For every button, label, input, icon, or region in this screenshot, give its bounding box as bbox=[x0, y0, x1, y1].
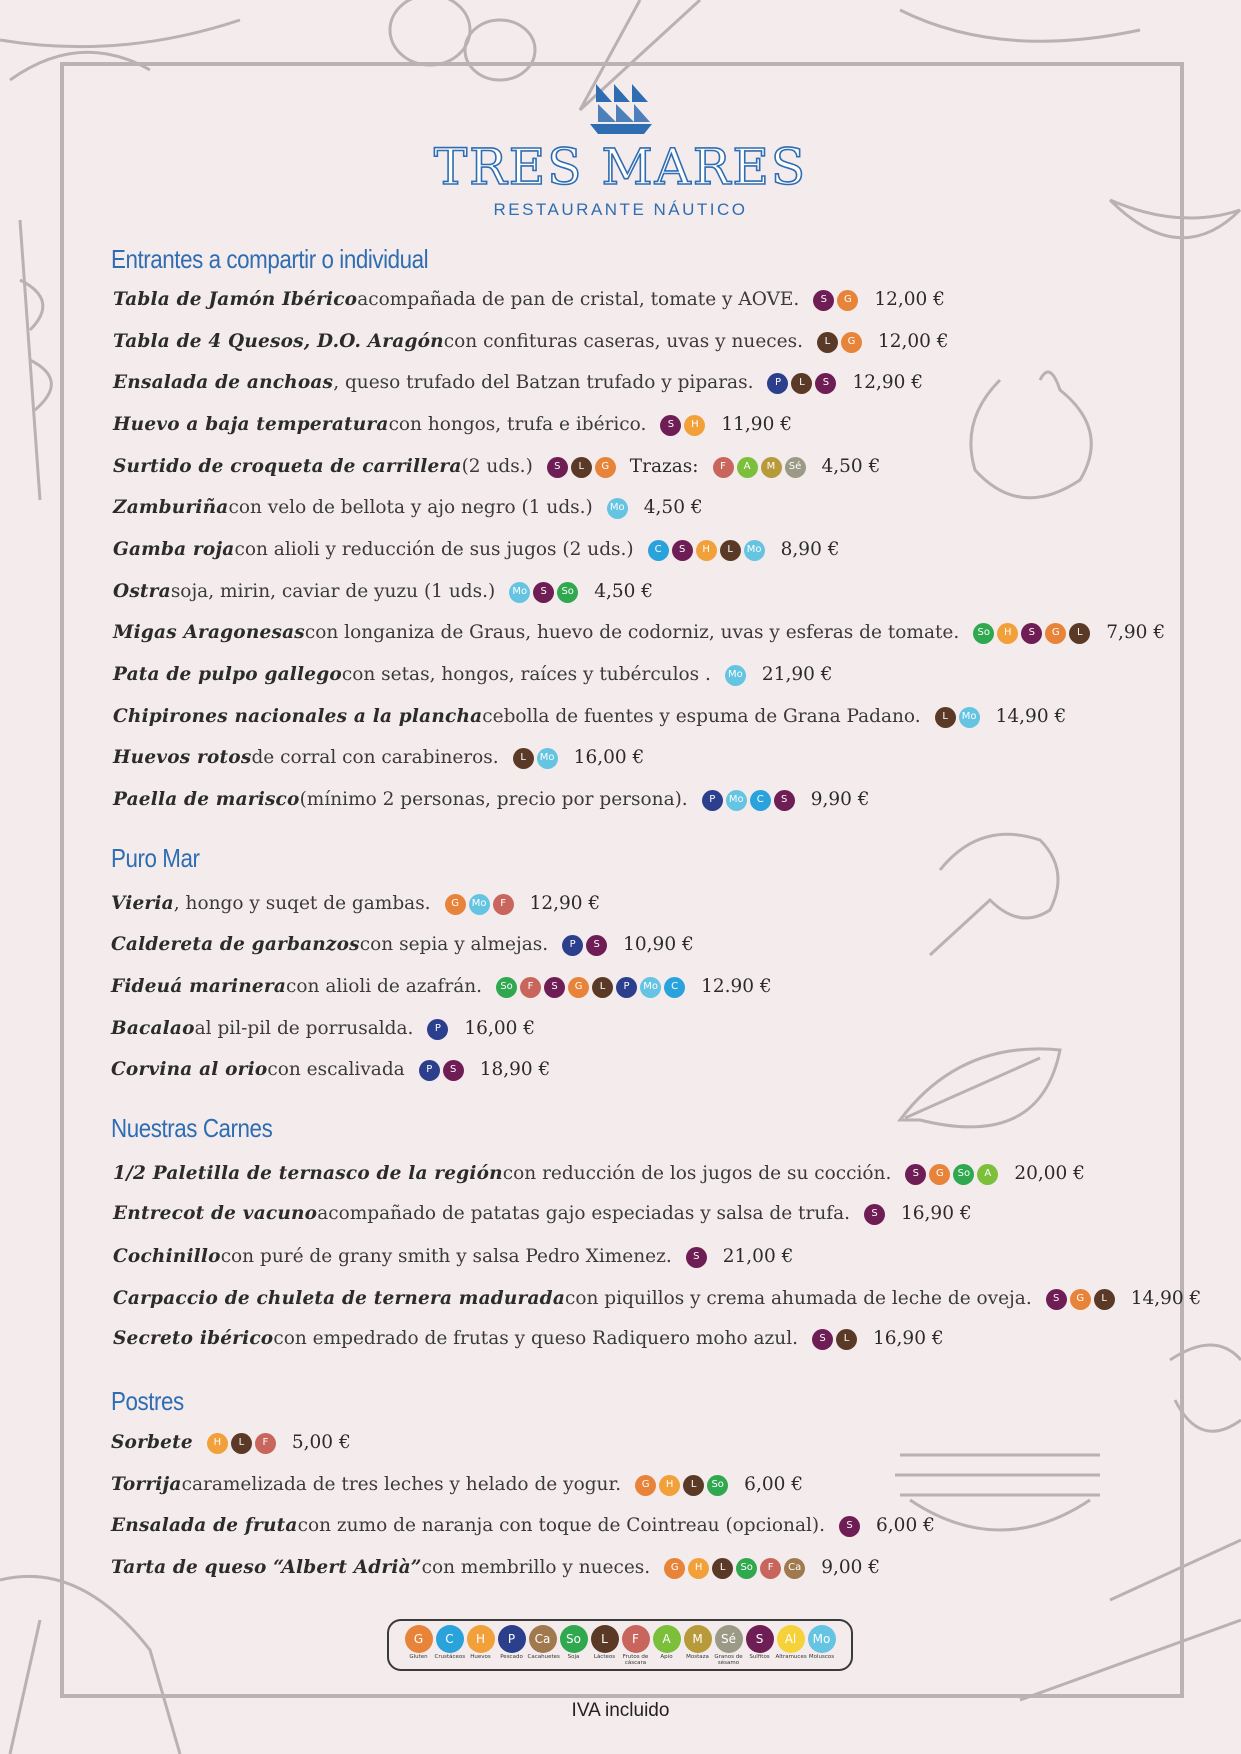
sulfitos-icon: S bbox=[905, 1164, 926, 1185]
dish-price: 12.90 € bbox=[701, 976, 772, 997]
section-title-puro-mar: Puro Mar bbox=[111, 843, 200, 873]
dish-price: 21,00 € bbox=[722, 1246, 794, 1267]
trazas-label: Trazas: bbox=[629, 456, 699, 477]
dish-description: , queso trufado del Batzan trufado y piparas. bbox=[333, 372, 754, 393]
dish-name: Chipirones nacionales a la plancha bbox=[113, 706, 483, 727]
lacteos-icon: L bbox=[817, 332, 838, 353]
dish-description: con sepia y almejas. bbox=[359, 934, 549, 955]
huevos-icon: H bbox=[684, 415, 705, 436]
frutos-cascara-icon: F bbox=[622, 1625, 650, 1653]
dish-price: 5,00 € bbox=[291, 1432, 351, 1453]
dish-row bbox=[113, 618, 1165, 648]
apio-icon: A bbox=[737, 457, 758, 478]
cacahuetes-icon: Ca bbox=[784, 1558, 805, 1579]
dish-name: Pata de pulpo gallego bbox=[113, 664, 342, 685]
legend-item bbox=[652, 1625, 682, 1660]
dish-price: 8,90 € bbox=[780, 539, 840, 560]
legend-label: Pescado bbox=[500, 1654, 523, 1660]
dish-description: con setas, hongos, raíces y tubérculos . bbox=[341, 664, 711, 685]
dish-row bbox=[113, 743, 644, 773]
dish-row bbox=[113, 785, 870, 815]
apio-icon: A bbox=[977, 1164, 998, 1185]
apio-icon: A bbox=[653, 1625, 681, 1653]
soja-icon: So bbox=[736, 1558, 757, 1579]
dish-description: con empedrado de frutas y queso Radiquero moho azul. bbox=[273, 1328, 798, 1349]
dish-price: 16,90 € bbox=[873, 1328, 944, 1349]
dish-row bbox=[113, 1324, 944, 1354]
dish-price: 20,00 € bbox=[1014, 1163, 1085, 1184]
dish-name: Huevo a baja temperatura bbox=[113, 414, 389, 435]
huevos-icon: H bbox=[467, 1625, 495, 1653]
lacteos-icon: L bbox=[712, 1558, 733, 1579]
dish-price: 12,00 € bbox=[874, 289, 945, 310]
dish-price: 16,00 € bbox=[573, 747, 645, 768]
pescado-icon: P bbox=[616, 977, 637, 998]
dish-description: soja, mirin, caviar de yuzu (1 uds.) bbox=[170, 581, 496, 602]
lacteos-icon: L bbox=[1069, 623, 1090, 644]
dish-row bbox=[113, 493, 703, 523]
dish-row bbox=[111, 1428, 351, 1458]
sulfitos-icon: S bbox=[660, 415, 681, 436]
legend-item bbox=[621, 1625, 651, 1666]
moluscos-icon: Mo bbox=[725, 665, 746, 686]
legend-label: Frutos de cáscara bbox=[622, 1654, 649, 1666]
sulfitos-icon: S bbox=[547, 457, 568, 478]
dish-name: Tarta de queso “Albert Adrià” bbox=[111, 1557, 422, 1578]
lacteos-icon: L bbox=[1094, 1289, 1115, 1310]
soja-icon: So bbox=[560, 1625, 588, 1653]
dish-description: con escalivada bbox=[267, 1059, 405, 1080]
dish-row bbox=[113, 368, 923, 398]
dish-description: con confituras caseras, uvas y nueces. bbox=[443, 331, 803, 352]
dish-name: Gamba roja bbox=[113, 539, 235, 560]
lacteos-icon: L bbox=[591, 1625, 619, 1653]
lacteos-icon: L bbox=[592, 977, 613, 998]
dish-name: Sorbete bbox=[111, 1432, 193, 1453]
dish-description: caramelizada de tres leches y helado de yogur. bbox=[181, 1474, 622, 1495]
dish-name: Torrija bbox=[111, 1474, 182, 1495]
pescado-icon: P bbox=[702, 790, 723, 811]
dish-row bbox=[111, 930, 694, 960]
dish-row bbox=[113, 1284, 1201, 1314]
sulfitos-icon: S bbox=[686, 1247, 707, 1268]
gluten-icon: G bbox=[445, 894, 466, 915]
frutos-cascara-icon: F bbox=[255, 1433, 276, 1454]
lacteos-icon: L bbox=[720, 540, 741, 561]
dish-name: Entrecot de vacuno bbox=[113, 1203, 318, 1224]
section-title-entrantes: Entrantes a compartir o individual bbox=[111, 244, 429, 274]
gluten-icon: G bbox=[595, 457, 616, 478]
dish-row bbox=[111, 1055, 550, 1085]
legend-label: Lácteos bbox=[593, 1654, 616, 1660]
moluscos-icon: Mo bbox=[808, 1625, 836, 1653]
dish-description: , hongo y suqet de gambas. bbox=[173, 893, 431, 914]
legend-label: Granos de sésamo bbox=[714, 1654, 743, 1666]
dish-row bbox=[113, 535, 840, 565]
gluten-icon: G bbox=[929, 1164, 950, 1185]
lacteos-icon: L bbox=[513, 748, 534, 769]
dish-description: con hongos, trufa e ibérico. bbox=[388, 414, 647, 435]
legend-label: Moluscos bbox=[808, 1654, 835, 1660]
dish-price: 6,00 € bbox=[744, 1474, 804, 1495]
lacteos-icon: L bbox=[231, 1433, 252, 1454]
lacteos-icon: L bbox=[935, 707, 956, 728]
dish-name: Paella de marisco bbox=[113, 789, 300, 810]
dish-row bbox=[113, 327, 949, 357]
sulfitos-icon: S bbox=[672, 540, 693, 561]
soja-icon: So bbox=[707, 1475, 728, 1496]
dish-price: 10,90 € bbox=[623, 934, 694, 955]
dish-price: 14,90 € bbox=[995, 706, 1067, 727]
menu-header bbox=[0, 80, 1241, 220]
pescado-icon: P bbox=[562, 935, 583, 956]
legend-label: Sulfitos bbox=[749, 1654, 770, 1660]
dish-description: (2 uds.) bbox=[461, 456, 533, 477]
dish-name: Vieria bbox=[111, 893, 174, 914]
sulfitos-icon: S bbox=[533, 582, 554, 603]
gluten-icon: G bbox=[405, 1625, 433, 1653]
crustaceos-icon: C bbox=[436, 1625, 464, 1653]
moluscos-icon: Mo bbox=[469, 894, 490, 915]
legend-item bbox=[776, 1625, 806, 1660]
soja-icon: So bbox=[496, 977, 517, 998]
dish-row bbox=[113, 702, 1066, 732]
dish-name: Ensalada de anchoas bbox=[113, 372, 334, 393]
lacteos-icon: L bbox=[571, 457, 592, 478]
dish-price: 12,90 € bbox=[529, 893, 601, 914]
mostaza-icon: M bbox=[761, 457, 782, 478]
legend-label: Altramuces bbox=[775, 1654, 807, 1660]
allergen-legend bbox=[387, 1619, 853, 1671]
dish-description: con reducción de los jugos de su cocción. bbox=[502, 1163, 892, 1184]
sulfitos-icon: S bbox=[586, 935, 607, 956]
dish-name: Tabla de 4 Quesos, D.O. Aragón bbox=[113, 331, 444, 352]
legend-item bbox=[466, 1625, 496, 1660]
moluscos-icon: Mo bbox=[607, 498, 628, 519]
sulfitos-icon: S bbox=[443, 1060, 464, 1081]
sulfitos-icon: S bbox=[1046, 1289, 1067, 1310]
dish-name: Ostra bbox=[113, 581, 171, 602]
dish-row bbox=[111, 1511, 935, 1541]
frutos-cascara-icon: F bbox=[520, 977, 541, 998]
sulfitos-icon: S bbox=[746, 1625, 774, 1653]
dish-price: 14,90 € bbox=[1130, 1288, 1202, 1309]
sulfitos-icon: S bbox=[1021, 623, 1042, 644]
legend-item bbox=[745, 1625, 775, 1660]
dish-description: (mínimo 2 personas, precio por persona). bbox=[299, 789, 688, 810]
dish-name: 1/2 Paletilla de ternasco de la región bbox=[113, 1163, 503, 1184]
legend-item bbox=[807, 1625, 837, 1660]
legend-label: Soja bbox=[567, 1654, 580, 1660]
dish-price: 9,90 € bbox=[810, 789, 870, 810]
dish-price: 9,00 € bbox=[821, 1557, 881, 1578]
dish-description: acompañada de pan de cristal, tomate y AOVE. bbox=[357, 289, 800, 310]
dish-price: 4,50 € bbox=[643, 497, 703, 518]
dish-name: Huevos rotos bbox=[113, 747, 252, 768]
ship-logo-icon bbox=[586, 80, 656, 136]
dish-name: Tabla de Jamón Ibérico bbox=[113, 289, 358, 310]
huevos-icon: H bbox=[997, 623, 1018, 644]
dish-name: Migas Aragonesas bbox=[113, 622, 305, 643]
legend-item bbox=[590, 1625, 620, 1660]
dish-price: 21,90 € bbox=[761, 664, 833, 685]
dish-description: con alioli y reducción de sus jugos (2 uds.) bbox=[234, 539, 634, 560]
soja-icon: So bbox=[557, 582, 578, 603]
legend-label: Huevos bbox=[470, 1654, 491, 1660]
dish-row bbox=[111, 1014, 535, 1044]
section-title-carnes: Nuestras Carnes bbox=[111, 1113, 273, 1143]
dish-row bbox=[111, 889, 600, 919]
dish-description: con membrillo y nueces. bbox=[421, 1557, 651, 1578]
moluscos-icon: Mo bbox=[509, 582, 530, 603]
dish-price: 12,00 € bbox=[877, 331, 949, 352]
pescado-icon: P bbox=[767, 373, 788, 394]
legend-label: Apio bbox=[660, 1654, 673, 1660]
tax-note: IVA incluido bbox=[571, 1700, 670, 1721]
gluten-icon: G bbox=[568, 977, 589, 998]
sulfitos-icon: S bbox=[815, 373, 836, 394]
sulfitos-icon: S bbox=[813, 290, 834, 311]
gluten-icon: G bbox=[841, 332, 862, 353]
sulfitos-icon: S bbox=[812, 1329, 833, 1350]
dish-row bbox=[111, 1470, 803, 1500]
dish-row bbox=[113, 1159, 1085, 1189]
sesamo-icon: Sé bbox=[715, 1625, 743, 1653]
dish-price: 4,50 € bbox=[821, 456, 881, 477]
huevos-icon: H bbox=[696, 540, 717, 561]
dish-row bbox=[111, 972, 772, 1002]
moluscos-icon: Mo bbox=[959, 707, 980, 728]
dish-price: 18,90 € bbox=[479, 1059, 551, 1080]
dish-price: 11,90 € bbox=[721, 414, 792, 435]
dish-name: Caldereta de garbanzos bbox=[111, 934, 360, 955]
cacahuetes-icon: Ca bbox=[529, 1625, 557, 1653]
legend-label: Cacahuetes bbox=[527, 1654, 560, 1660]
mostaza-icon: M bbox=[684, 1625, 712, 1653]
dish-row bbox=[111, 1553, 880, 1583]
sulfitos-icon: S bbox=[544, 977, 565, 998]
restaurant-name: TRES MARES bbox=[433, 138, 808, 196]
moluscos-icon: Mo bbox=[537, 748, 558, 769]
legend-label: Gluten bbox=[409, 1654, 428, 1660]
dish-description: con alioli de azafrán. bbox=[286, 976, 483, 997]
dish-price: 6,00 € bbox=[876, 1515, 935, 1536]
crustaceos-icon: C bbox=[648, 540, 669, 561]
dish-price: 16,90 € bbox=[901, 1203, 972, 1224]
dish-row bbox=[113, 577, 653, 607]
dish-description: al pil-pil de porrusalda. bbox=[194, 1018, 414, 1039]
gluten-icon: G bbox=[837, 290, 858, 311]
dish-row bbox=[113, 452, 880, 482]
sulfitos-icon: S bbox=[774, 790, 795, 811]
soja-icon: So bbox=[973, 623, 994, 644]
section-title-postres: Postres bbox=[111, 1386, 184, 1416]
dish-description: cebolla de fuentes y espuma de Grana Padano. bbox=[482, 706, 921, 727]
gluten-icon: G bbox=[1045, 623, 1066, 644]
dish-row bbox=[113, 410, 792, 440]
frutos-cascara-icon: F bbox=[713, 457, 734, 478]
crustaceos-icon: C bbox=[750, 790, 771, 811]
lacteos-icon: L bbox=[836, 1329, 857, 1350]
legend-item bbox=[683, 1625, 713, 1660]
dish-name: Cochinillo bbox=[113, 1246, 221, 1267]
legend-item bbox=[404, 1625, 434, 1660]
moluscos-icon: Mo bbox=[640, 977, 661, 998]
dish-row bbox=[113, 660, 833, 690]
dish-row bbox=[113, 285, 945, 315]
legend-label: Crustáceos bbox=[434, 1654, 466, 1660]
dish-description: con longaniza de Graus, huevo de codorniz, uvas y esferas de tomate. bbox=[304, 622, 960, 643]
crustaceos-icon: C bbox=[664, 977, 685, 998]
frutos-cascara-icon: F bbox=[493, 894, 514, 915]
dish-name: Surtido de croqueta de carrillera bbox=[113, 456, 462, 477]
sulfitos-icon: S bbox=[864, 1204, 885, 1225]
dish-description: con puré de grany smith y salsa Pedro Ximenez. bbox=[220, 1246, 672, 1267]
soja-icon: So bbox=[953, 1164, 974, 1185]
legend-label: Mostaza bbox=[686, 1654, 709, 1660]
dish-description: de corral con carabineros. bbox=[251, 747, 499, 768]
dish-price: 16,00 € bbox=[464, 1018, 536, 1039]
legend-item bbox=[435, 1625, 465, 1660]
dish-price: 12,90 € bbox=[852, 372, 924, 393]
dish-row bbox=[113, 1199, 972, 1229]
dish-row bbox=[113, 1242, 793, 1272]
huevos-icon: H bbox=[207, 1433, 228, 1454]
altramuces-icon: Al bbox=[777, 1625, 805, 1653]
dish-name: Zamburiña bbox=[113, 497, 229, 518]
frutos-cascara-icon: F bbox=[760, 1558, 781, 1579]
lacteos-icon: L bbox=[683, 1475, 704, 1496]
dish-price: 7,90 € bbox=[1106, 622, 1166, 643]
dish-description: acompañado de patatas gajo especiadas y salsa de trufa. bbox=[317, 1203, 851, 1224]
dish-name: Corvina al orio bbox=[111, 1059, 268, 1080]
dish-name: Secreto ibérico bbox=[113, 1328, 274, 1349]
huevos-icon: H bbox=[688, 1558, 709, 1579]
sesamo-icon: Sé bbox=[785, 457, 806, 478]
gluten-icon: G bbox=[635, 1475, 656, 1496]
lacteos-icon: L bbox=[791, 373, 812, 394]
pescado-icon: P bbox=[419, 1060, 440, 1081]
dish-name: Bacalao bbox=[111, 1018, 195, 1039]
legend-item bbox=[714, 1625, 744, 1666]
dish-description: con velo de bellota y ajo negro (1 uds.) bbox=[228, 497, 593, 518]
sulfitos-icon: S bbox=[839, 1516, 860, 1537]
dish-price: 4,50 € bbox=[594, 581, 654, 602]
legend-item bbox=[497, 1625, 527, 1660]
legend-item bbox=[559, 1625, 589, 1660]
moluscos-icon: Mo bbox=[726, 790, 747, 811]
pescado-icon: P bbox=[498, 1625, 526, 1653]
dish-name: Ensalada de fruta bbox=[111, 1515, 298, 1536]
dish-name: Fideuá marinera bbox=[111, 976, 287, 997]
dish-description: con piquillos y crema ahumada de leche de oveja. bbox=[565, 1288, 1032, 1309]
pescado-icon: P bbox=[427, 1019, 448, 1040]
gluten-icon: G bbox=[664, 1558, 685, 1579]
huevos-icon: H bbox=[659, 1475, 680, 1496]
dish-description: con zumo de naranja con toque de Cointreau (opcional). bbox=[297, 1515, 826, 1536]
legend-item bbox=[528, 1625, 558, 1660]
restaurant-subtitle: RESTAURANTE NÁUTICO bbox=[493, 200, 748, 219]
moluscos-icon: Mo bbox=[744, 540, 765, 561]
gluten-icon: G bbox=[1070, 1289, 1091, 1310]
dish-name: Carpaccio de chuleta de ternera madurada bbox=[113, 1288, 566, 1309]
